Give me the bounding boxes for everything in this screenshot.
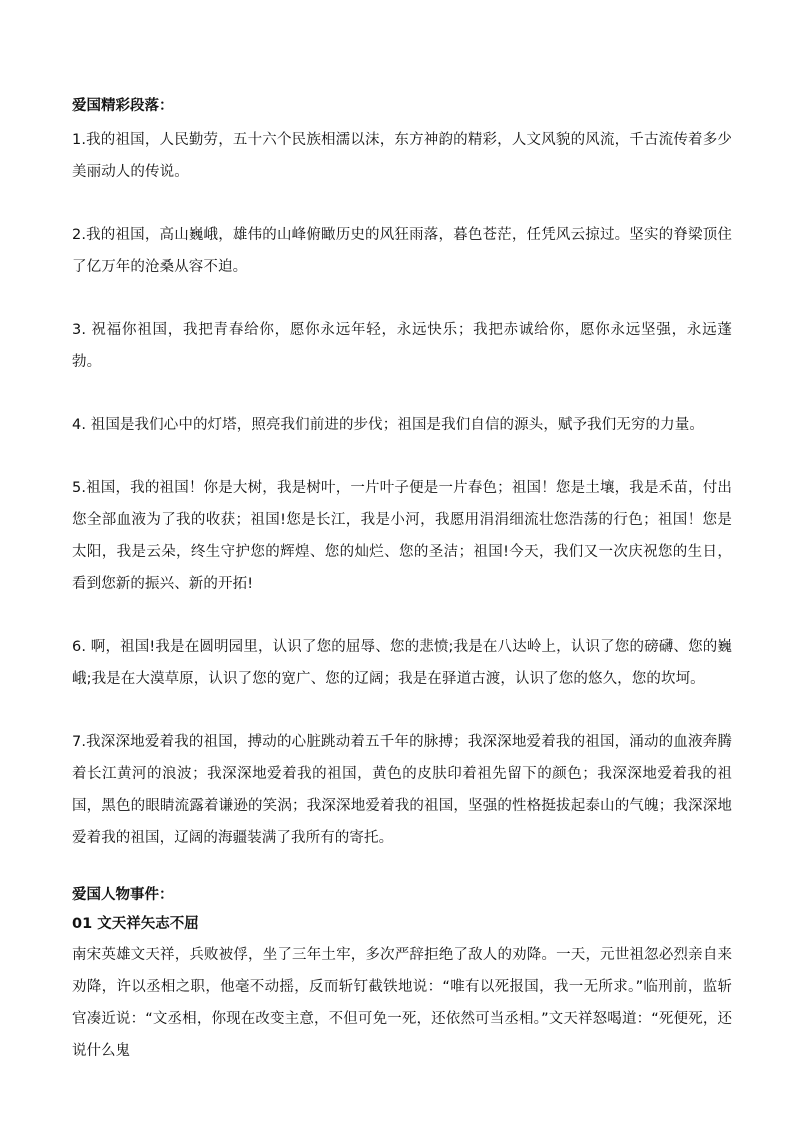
story-text: 南宋英雄文天祥，兵败被俘，坐了三年土牢，多次严辞拒绝了敌人的劝降。一天，元世祖忽必烈亲自来劝降，许以丞相之职，他毫不动摇，反而斩钉截铁地说：“唯有以死报国，我一无所求。”临刑前，监斩官凑近说：“文丞相，你现在改变主意，不但可免一死，还依然可当丞相。”文天祥怒喝道：“死便死，还说什么鬼	[72, 947, 732, 1059]
paragraph-7: 7.我深深地爱着我的祖国，搏动的心脏跳动着五千年的脉搏；我深深地爱着我的祖国，涌动的血液奔腾着长江黄河的浪波；我深深地爱着我的祖国，黄色的皮肤印着祖先留下的颜色；我深深地爱着我的祖国，黑色的眼睛流露着谦逊的笑涡；我深深地爱着我的祖国，坚强的性格挺拔起泰山的气魄；我深深地爱着我的祖国，辽阔的海疆装满了我所有的寄托。	[72, 734, 732, 846]
section-patriotic-figures	[72, 885, 732, 1067]
section-heading-patriotic-figures: 爱国人物事件：	[72, 887, 174, 903]
paragraph-5: 5.祖国，我的祖国！你是大树，我是树叶，一片叶子便是一片春色；祖国！您是土壤，我是禾苗，付出您全部血液为了我的收获；祖国!您是长江，我是小河，我愿用涓涓细流壮您浩荡的行色；祖国！您是太阳，我是云朵，终生守护您的辉煌、您的灿烂、您的圣洁；祖国!今天，我们又一次庆祝您的生日，看到您新的振兴、新的开拓!	[72, 480, 732, 592]
paragraph-1: 1.我的祖国，人民勤劳，五十六个民族相濡以沫，东方神韵的精彩，人文风貌的风流，千古流传着多少美丽动人的传说。	[72, 132, 732, 180]
paragraph-3: 3. 祝福你祖国，我把青春给你，愿你永远年轻，永远快乐；我把赤诚给你，愿你永远坚强，永远蓬勃。	[72, 322, 732, 370]
paragraph-4: 4. 祖国是我们心中的灯塔，照亮我们前进的步伐；祖国是我们自信的源头，赋予我们无穷的力量。	[72, 417, 704, 433]
paragraph-6: 6. 啊，祖国!我是在圆明园里，认识了您的屈辱、您的悲愤;我是在八达岭上，认识了您的磅礴、您的巍峨;我是在大漠草原，认识了您的宽广、您的辽阔；我是在驿道古渡，认识了您的悠久，您的坎坷。	[72, 639, 732, 687]
paragraph-2: 2.我的祖国，高山巍峨，雄伟的山峰俯瞰历史的风狂雨落，暮色苍茫，任凭风云掠过。坚实的脊梁顶住了亿万年的沧桑从容不迫。	[72, 227, 732, 275]
document-page	[72, 96, 732, 1067]
section-heading-patriotic-passages: 爱国精彩段落：	[72, 98, 174, 114]
story-title: 01 文天祥矢志不屈	[72, 916, 199, 932]
